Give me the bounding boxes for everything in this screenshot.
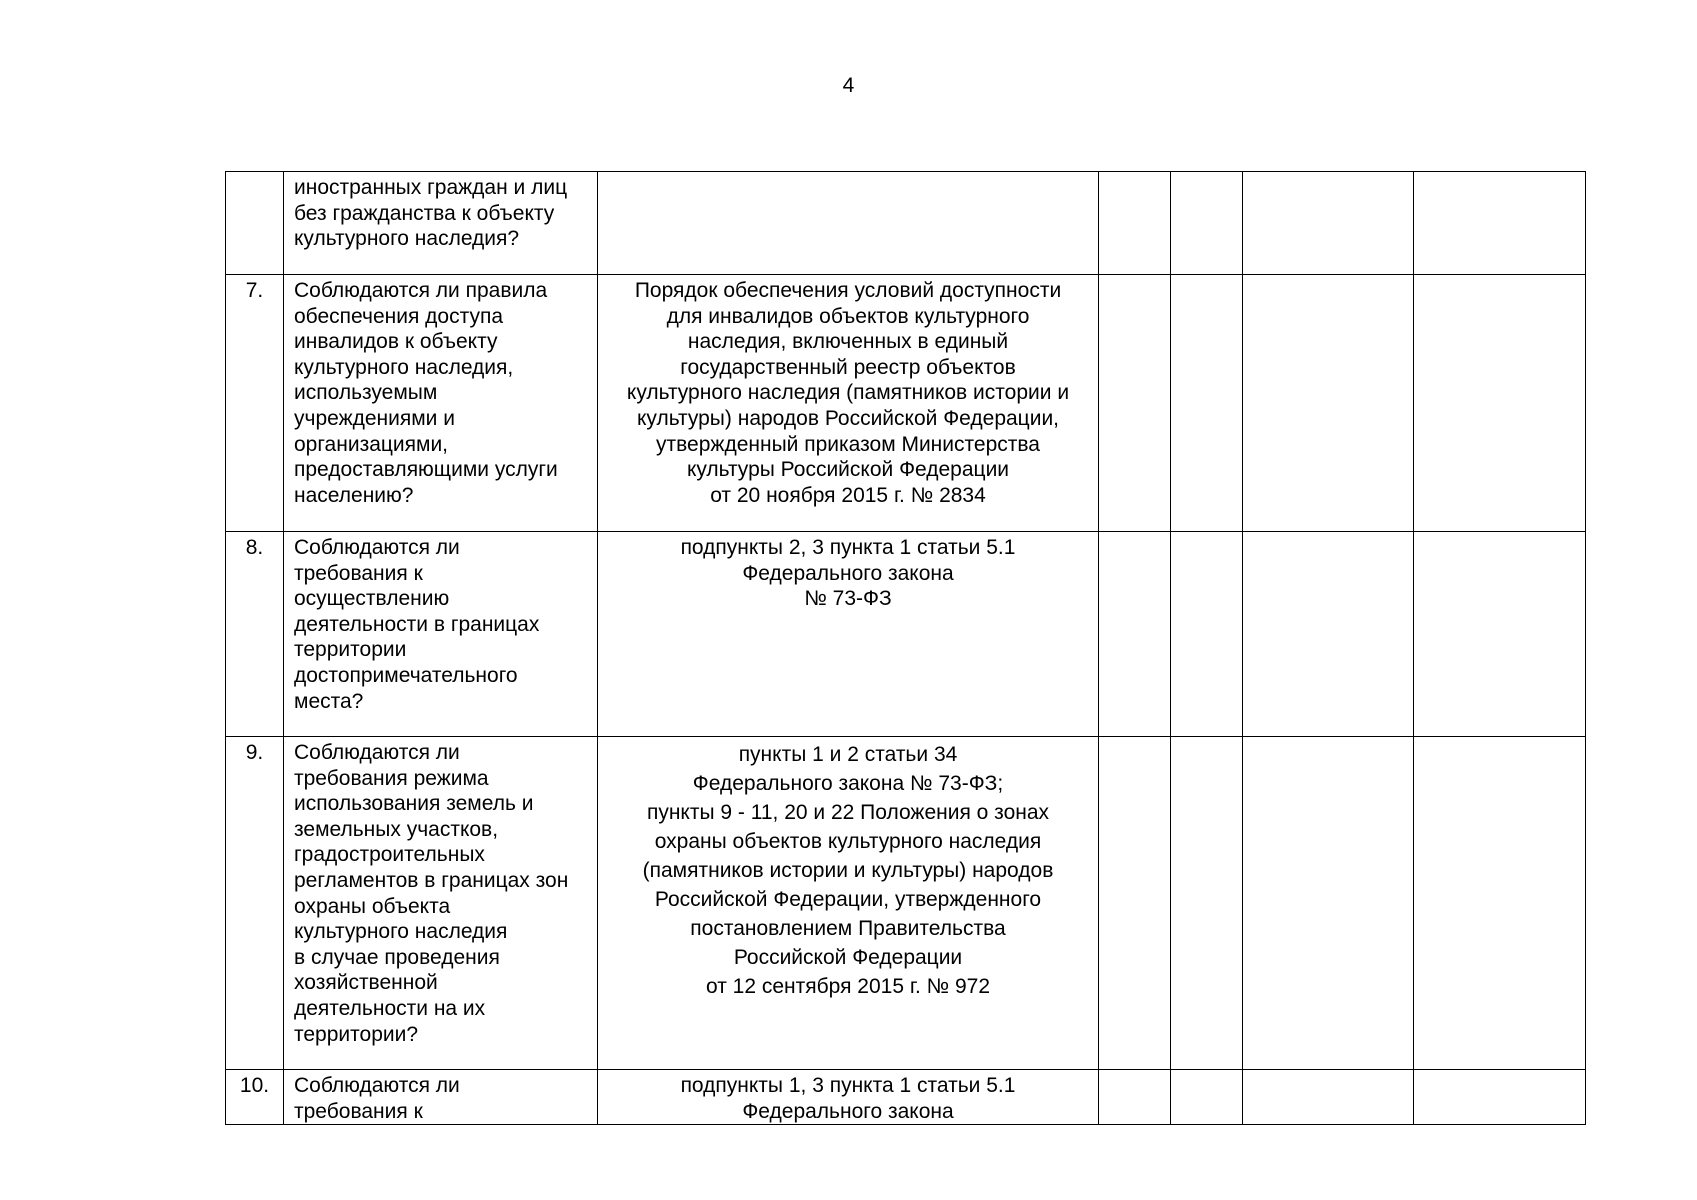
answer-yes-cell: [1099, 275, 1171, 532]
row-number: 10.: [226, 1070, 284, 1125]
answer-no-cell: [1171, 737, 1243, 1070]
row-number: 9.: [226, 737, 284, 1070]
answer-yes-cell: [1099, 172, 1171, 275]
row-number: 8.: [226, 532, 284, 737]
question-text: Соблюдаются ли требования к: [284, 1070, 598, 1125]
answer-no-cell: [1171, 1070, 1243, 1125]
notes-cell: [1414, 275, 1586, 532]
notes-cell: [1414, 532, 1586, 737]
checklist-table: [225, 171, 1586, 1125]
notes-cell: [1414, 1070, 1586, 1125]
legal-basis-text: пункты 1 и 2 статьи 34 Федерального закона № 73-ФЗ; пункты 9 - 11, 20 и 22 Положения о зонах охраны объектов культурного наследия (памятников истории и культуры) народов Российской Федерации, утвержденного постановлением Правительства Российской Федерации от 12 сентября 2015 г. № 972: [598, 737, 1099, 1070]
row-number: 7.: [226, 275, 284, 532]
legal-basis-text: [598, 172, 1099, 275]
table-row: [226, 172, 1586, 275]
question-text: Соблюдаются ли требования к осуществлению деятельности в границах территории достопримечательного места?: [284, 532, 598, 737]
row-number: [226, 172, 284, 275]
notes-cell: [1414, 737, 1586, 1070]
table-row: [226, 275, 1586, 532]
page-number: 4: [842, 74, 855, 97]
question-text: иностранных граждан и лиц без гражданства к объекту культурного наследия?: [284, 172, 598, 275]
answer-yes-cell: [1099, 1070, 1171, 1125]
table-row: [226, 532, 1586, 737]
answer-yes-cell: [1099, 532, 1171, 737]
table-row: [226, 737, 1586, 1070]
table-row: [226, 1070, 1586, 1125]
answer-no-cell: [1171, 172, 1243, 275]
legal-basis-text: подпункты 1, 3 пункта 1 статьи 5.1 Федерального закона: [598, 1070, 1099, 1125]
legal-basis-text: Порядок обеспечения условий доступности для инвалидов объектов культурного наследия, включенных в единый государственный реестр объектов культурного наследия (памятников истории и культуры) народов Российской Федерации, утвержденный приказом Министерства культуры Российской Федерации от 20 ноября 2015 г. № 2834: [598, 275, 1099, 532]
not-applicable-cell: [1243, 737, 1414, 1070]
notes-cell: [1414, 172, 1586, 275]
answer-no-cell: [1171, 532, 1243, 737]
answer-no-cell: [1171, 275, 1243, 532]
question-text: Соблюдаются ли требования режима использования земель и земельных участков, градостроительных регламентов в границах зон охраны объекта культурного наследия в случае проведения хозяйственной деятельности на их территории?: [284, 737, 598, 1070]
question-text: Соблюдаются ли правила обеспечения доступа инвалидов к объекту культурного наследия, используемым учреждениями и организациями, предоставляющими услуги населению?: [284, 275, 598, 532]
not-applicable-cell: [1243, 1070, 1414, 1125]
not-applicable-cell: [1243, 275, 1414, 532]
not-applicable-cell: [1243, 172, 1414, 275]
not-applicable-cell: [1243, 532, 1414, 737]
answer-yes-cell: [1099, 737, 1171, 1070]
legal-basis-text: подпункты 2, 3 пункта 1 статьи 5.1 Федерального закона № 73-ФЗ: [598, 532, 1099, 737]
